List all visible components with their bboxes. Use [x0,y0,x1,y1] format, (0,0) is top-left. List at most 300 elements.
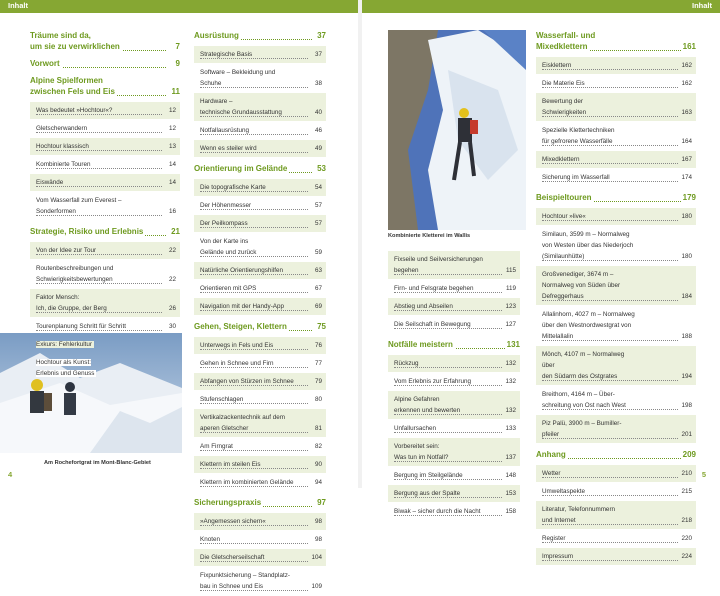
toc-entry-page: 194 [681,373,692,380]
toc-entry-page: 163 [681,109,692,116]
dot-leader [36,215,162,216]
toc-entry-page: 94 [314,479,322,486]
toc-entry[interactable] [536,483,696,500]
toc-entry-page: 76 [314,342,322,349]
toc-entry[interactable] [194,233,326,261]
toc-chapter[interactable] [30,75,180,97]
dot-leader [542,340,678,341]
book-gutter [358,0,362,488]
toc-entry-title: Ausrüstung [194,31,239,40]
toc-entry-title: Faktor Mensch: Ich, die Gruppe, der Berg [36,294,107,312]
dot-leader [200,432,308,433]
toc-entry-page: 54 [314,184,322,191]
toc-entry-title: Alpine Gefahren erkennen und bewerten [394,396,461,414]
toc-column-2 [194,30,326,596]
toc-entry-page: 81 [314,425,322,432]
dot-leader [200,274,308,275]
toc-entry-title: Biwak – sicher durch die Nacht [394,508,481,515]
dot-leader [36,168,162,169]
toc-entry[interactable] [536,208,696,225]
dot-leader [394,310,502,311]
toc-chapter[interactable] [30,226,180,237]
toc-entry-title: Mönch, 4107 m – Normalweg über den Südarm des Ostgrates [542,351,625,380]
dot-leader [542,542,678,543]
dot-leader [200,152,308,153]
toc-entry[interactable] [536,530,696,547]
toc-entry-page: 224 [681,553,692,560]
toc-entry-title: Hochtour »live« [542,213,586,220]
toc-entry[interactable] [536,346,696,385]
header-bar-left [0,0,358,13]
toc-entry-page: 109 [311,583,322,590]
toc-entry-page: 148 [505,472,516,479]
toc-entry-title: »Angemessen sichern« [200,518,266,525]
toc-entry-page: 22 [168,247,176,254]
toc-entry[interactable] [194,298,326,315]
toc-entry-title: Wasserfall- und Mixedklettern [536,31,596,51]
toc-entry-page: 180 [681,253,692,260]
dot-leader [542,87,678,88]
toc-entry-page: 123 [505,303,516,310]
toc-entry-page: 80 [314,396,322,403]
toc-chapter[interactable] [388,339,520,350]
toc-entry-page: 22 [168,276,176,283]
toc-entry[interactable] [536,75,696,92]
toc-entry-page: 184 [681,293,692,300]
toc-entry-page: 46 [314,127,322,134]
toc-chapter[interactable] [30,30,180,52]
dot-leader [542,409,678,410]
toc-entry-title: Orientierung im Gelände [194,164,288,173]
dot-leader [36,283,162,284]
dot-leader [200,525,308,526]
toc-entry[interactable] [194,197,326,214]
toc-entry[interactable] [30,102,180,119]
toc-entry-title: Knoten [200,536,220,543]
toc-entry-page: 133 [505,425,516,432]
toc-entry[interactable] [194,64,326,92]
toc-entry-title: Großvenediger, 3674 m – Normalweg von Süden über Defreggerhaus [542,271,621,300]
toc-chapter[interactable] [30,58,180,69]
toc-entry-title: Abfangen von Stürzen im Schnee [200,378,294,385]
toc-entry[interactable] [194,474,326,491]
toc-entry-title: Impressum [542,553,574,560]
toc-entry-page: 132 [505,360,516,367]
toc-chapter[interactable] [536,30,696,52]
toc-entry-title: Eiswände [36,179,64,186]
dot-leader [200,561,308,562]
toc-entry[interactable] [536,93,696,121]
toc-entry-title: Mixedklettern [542,156,580,163]
toc-entry-title: Eisklettern [542,62,572,69]
toc-entry[interactable] [194,122,326,139]
toc-entry-title: Hochtour klassisch [36,143,89,150]
toc-entry-title: Hochtour als Kunst: Erlebnis und Genuss [36,359,95,377]
toc-entry-page: 131 [506,340,520,349]
toc-entry[interactable] [388,316,520,333]
dot-leader [200,87,308,88]
toc-entry[interactable] [536,465,696,482]
toc-entry-title: Firn- und Felsgrate begehen [394,285,474,292]
toc-column-3 [388,251,520,521]
dot-leader [36,254,162,255]
dot-leader [200,349,308,350]
toc-entry[interactable] [194,513,326,530]
toc-column-4 [536,30,696,566]
dot-leader [542,69,678,70]
toc-entry-page: 158 [505,508,516,515]
dot-leader [200,367,308,368]
toc-entry-title: Rückzug [394,360,419,367]
toc-entry-page: 37 [317,31,326,40]
toc-entry[interactable] [194,93,326,121]
toc-entry-title: Unfallursachen [394,425,437,432]
dot-leader [542,495,678,496]
toc-entry-title: Gletscherwandern [36,125,88,132]
toc-entry-page: 209 [682,450,696,459]
caption-photo-right: Kombinierte Kletterei im Wallis [388,233,471,239]
dot-leader [394,367,502,368]
dot-leader [394,497,502,498]
toc-entry-page: 115 [505,267,516,274]
toc-entry-title: Gehen in Schnee und Firn [200,360,274,367]
toc-entry-title: Die Materie Eis [542,80,585,87]
dot-leader [200,227,308,228]
dot-leader [394,479,502,480]
toc-chapter[interactable] [536,449,696,460]
toc-entry[interactable] [388,438,520,466]
toc-entry-title: Klettern im kombinierten Gelände [200,479,294,486]
dot-leader [542,380,678,381]
dot-leader [36,150,162,151]
toc-entry[interactable] [194,456,326,473]
toc-chapter[interactable] [536,192,696,203]
toc-entry-page: 38 [314,80,322,87]
toc-entry-page: 57 [314,202,322,209]
toc-entry-page: 104 [311,554,322,561]
toc-entry[interactable] [30,156,180,173]
toc-entry[interactable] [194,355,326,372]
dot-leader [200,292,308,293]
dot-leader [394,292,502,293]
toc-entry-page: 16 [168,208,176,215]
toc-entry-title: Bewertung der Schwierigkeiten [542,98,587,116]
toc-entry[interactable] [30,242,180,259]
toc-entry-title: Navigation mit der Handy-App [200,303,284,310]
toc-entry-title: Träume sind da, um sie zu verwirklichen [30,31,120,51]
toc-entry[interactable] [30,260,180,288]
toc-entry-page: 59 [314,249,322,256]
dot-leader [36,132,162,133]
toc-entry-page: 220 [681,535,692,542]
toc-entry[interactable] [194,179,326,196]
toc-entry-page: 21 [171,227,180,236]
toc-entry-title: Bergung im Steilgelände [394,472,463,479]
toc-entry-page: 215 [681,488,692,495]
dot-leader [542,145,678,146]
toc-entry-page: 198 [681,402,692,409]
toc-entry[interactable] [388,298,520,315]
toc-entry[interactable] [194,391,326,408]
toc-column-1 [30,30,180,383]
dot-leader [542,438,678,439]
toc-entry-title: Der Peilkompass [200,220,248,227]
toc-entry-title: Wetter [542,470,561,477]
toc-entry[interactable] [388,391,520,419]
toc-entry[interactable] [388,251,520,279]
toc-entry-title: Tourenplanung Schritt für Schritt [36,323,126,330]
toc-entry-page: 98 [314,518,322,525]
toc-entry-title: Die Seilschaft in Bewegung [394,321,471,328]
toc-entry-page: 67 [314,285,322,292]
toc-entry-title: Abstieg und Abseilen [394,303,453,310]
toc-entry[interactable] [388,503,520,520]
toc-chapter[interactable] [194,497,326,508]
toc-entry-page: 63 [314,267,322,274]
dot-leader [542,560,678,561]
toc-entry-title: Klettern im steilen Eis [200,461,261,468]
dot-leader [542,477,678,478]
dot-leader [200,403,308,404]
toc-entry-page: 137 [505,454,516,461]
toc-entry-title: Vorwort [30,59,60,68]
dot-leader [200,590,308,591]
toc-entry-page: 12 [168,125,176,132]
toc-entry-title: Die topografische Karte [200,184,266,191]
toc-entry-page: 14 [168,161,176,168]
dot-leader [200,468,308,469]
toc-entry-page: 174 [681,174,692,181]
toc-entry-title: Similaun, 3599 m – Normalweg von Westen über das Niederjoch (Similaunhütte) [542,231,634,260]
toc-entry-page: 7 [175,42,180,51]
toc-entry-page: 119 [505,285,516,292]
toc-entry[interactable] [194,567,326,595]
dot-leader [200,134,308,135]
toc-entry-title: Routenbeschreibungen und Schwierigkeitsbewertungen [36,265,114,283]
photo-valais-climb [388,30,526,230]
toc-entry-title: Kombinierte Touren [36,161,91,168]
dot-leader [200,191,308,192]
toc-entry[interactable] [536,169,696,186]
toc-entry[interactable] [536,386,696,414]
toc-entry-title: Notfälle meistern [388,340,453,349]
dot-leader [542,220,678,221]
toc-entry[interactable] [388,467,520,484]
header-title-right: Inhalt [692,1,712,10]
toc-chapter[interactable] [194,321,326,332]
toc-entry-title: Vertikalzackentechnik auf dem aperen Gletscher [200,414,286,432]
toc-entry[interactable] [536,226,696,265]
toc-entry-title: Sicherungspraxis [194,498,262,507]
toc-entry-page: 162 [681,80,692,87]
toc-entry[interactable] [194,337,326,354]
toc-entry-page: 180 [681,213,692,220]
dot-leader [200,385,308,386]
toc-entry-page: 82 [314,443,322,450]
toc-entry-title: Sicherung im Wasserfall [542,174,610,181]
dot-leader [36,330,162,331]
toc-chapter[interactable] [194,163,326,174]
toc-entry-page: 53 [317,164,326,173]
dot-leader [200,486,308,487]
dot-leader [200,209,308,210]
toc-entry-title: Unterwegs in Fels und Eis [200,342,274,349]
toc-entry-page: 127 [505,321,516,328]
toc-entry-page: 98 [314,536,322,543]
toc-entry-title: Stufenschlagen [200,396,244,403]
dot-leader [200,256,308,257]
dot-leader [542,181,678,182]
caption-photo-left: Am Rochefortgrat im Mont-Blanc-Gebiet [44,460,151,466]
toc-entry-page: 75 [317,322,326,331]
toc-entry[interactable] [194,262,326,279]
toc-entry[interactable] [30,120,180,137]
toc-entry-page: 26 [168,305,176,312]
toc-entry[interactable] [30,192,180,220]
toc-entry-page: 132 [505,407,516,414]
toc-entry[interactable] [30,174,180,191]
toc-entry-page: 161 [682,42,696,51]
toc-entry-page: 57 [314,220,322,227]
toc-entry-title: Bergung aus der Spalte [394,490,461,497]
toc-entry-title: Fixpunktsicherung – Standplatz- bau in Schnee und Eis [200,572,290,590]
header-title-left: Inhalt [8,1,28,10]
toc-entry-title: Fixseile und Seilversicherungen begehen [394,256,483,274]
dot-leader [200,58,308,59]
dot-leader [36,186,162,187]
toc-entry-page: 218 [681,517,692,524]
toc-entry[interactable] [194,438,326,455]
toc-entry[interactable] [194,373,326,390]
toc-entry[interactable] [388,420,520,437]
toc-entry-title: Wenn es steiler wird [200,145,257,152]
page-number-right: 5 [701,470,706,479]
toc-entry-page: 9 [175,59,180,68]
toc-entry-title: Gehen, Steigen, Klettern [194,322,287,331]
toc-entry-title: Der Höhenmesser [200,202,252,209]
toc-chapter[interactable] [194,30,326,41]
toc-entry[interactable] [388,485,520,502]
dot-leader [394,328,502,329]
toc-entry[interactable] [536,548,696,565]
toc-entry[interactable] [194,46,326,63]
toc-entry-title: Strategische Basis [200,51,253,58]
toc-entry-page: 210 [681,470,692,477]
toc-entry[interactable] [388,280,520,297]
photo-rochefort-ridge [0,333,182,453]
toc-entry-page: 13 [168,143,176,150]
toc-entry[interactable] [194,140,326,157]
toc-entry[interactable] [388,355,520,372]
toc-entry[interactable] [536,415,696,443]
toc-entry-title: Hardware – technische Grundausstattung [200,98,282,116]
dot-leader [394,274,502,275]
dot-leader [542,524,678,525]
toc-entry-page: 132 [505,378,516,385]
toc-entry-page: 14 [168,179,176,186]
toc-entry-title: Von der Idee zur Tour [36,247,97,254]
toc-entry[interactable] [388,373,520,390]
toc-entry-page: 11 [171,87,180,96]
dot-leader [200,543,308,544]
toc-entry[interactable] [194,280,326,297]
toc-entry-page: 12 [168,107,176,114]
toc-entry-title: Vom Erlebnis zur Erfahrung [394,378,471,385]
toc-entry-title: Natürliche Orientierungshilfen [200,267,283,274]
toc-entry[interactable] [194,549,326,566]
dot-leader [394,432,502,433]
toc-entry-title: Vorbereitet sein: Was tun im Notfall? [394,443,449,461]
dot-leader [36,312,162,313]
toc-entry-page: 49 [314,145,322,152]
toc-entry-title: Notfallausrüstung [200,127,250,134]
toc-entry-title: Allalinhorn, 4027 m – Normalweg über den Westnordwestgrat von Mittelallalin [542,311,635,340]
toc-entry-title: Anhang [536,450,566,459]
toc-entry-page: 153 [505,490,516,497]
toc-entry[interactable] [536,151,696,168]
toc-entry[interactable] [194,215,326,232]
toc-entry-title: Von der Karte ins Gelände und zurück [200,238,257,256]
toc-entry-page: 37 [314,51,322,58]
toc-entry-title: Breithorn, 4164 m – Über- schreitung von Ost nach West [542,391,626,409]
toc-entry-page: 69 [314,303,322,310]
dot-leader [542,116,678,117]
toc-entry[interactable] [536,122,696,150]
toc-entry[interactable] [536,501,696,529]
toc-entry-title: Piz Palü, 3900 m – Bumiller- pfeiler [542,420,622,438]
toc-entry-title: Strategie, Risiko und Erlebnis [30,227,144,236]
toc-entry[interactable] [30,289,180,317]
toc-entry[interactable] [536,57,696,74]
toc-entry-title: Umweltaspekte [542,488,586,495]
toc-entry-title: Software – Bekleidung und Schuhe [200,69,276,87]
dot-leader [394,461,502,462]
toc-entry[interactable] [194,409,326,437]
dot-leader [542,260,678,261]
toc-entry-page: 167 [681,156,692,163]
toc-entry[interactable] [30,138,180,155]
toc-entry-page: 179 [682,193,696,202]
dot-leader [394,385,502,386]
toc-entry[interactable] [536,266,696,305]
toc-entry-page: 79 [314,378,322,385]
dot-leader [200,116,308,117]
dot-leader [394,515,502,516]
dot-leader [542,300,678,301]
toc-entry-title: Literatur, Telefonnummern und Internet [542,506,616,524]
toc-entry-page: 164 [681,138,692,145]
dot-leader [542,163,678,164]
dot-leader [394,414,502,415]
toc-entry-title: Exkurs: Fehlerkultur [36,341,92,348]
toc-entry[interactable] [536,306,696,345]
dot-leader [200,450,308,451]
toc-entry-page: 40 [314,109,322,116]
toc-entry-title: Am Firngrat [200,443,233,450]
toc-entry-page: 77 [314,360,322,367]
toc-entry-page: 30 [168,323,176,330]
toc-entry-title: Orientieren mit GPS [200,285,257,292]
toc-entry-page: 201 [681,431,692,438]
toc-entry-page: 162 [681,62,692,69]
header-bar-right [362,0,720,13]
toc-entry[interactable] [194,531,326,548]
toc-entry-title: Register [542,535,566,542]
toc-entry-title: Spezielle Klettertechniken für gefrorene Wasserfälle [542,127,615,145]
toc-entry-title: Vom Wasserfall zum Everest – Sonderformen [36,197,122,215]
toc-entry-page: 90 [314,461,322,468]
toc-entry-title: Alpine Spielformen zwischen Fels und Eis [30,76,115,96]
